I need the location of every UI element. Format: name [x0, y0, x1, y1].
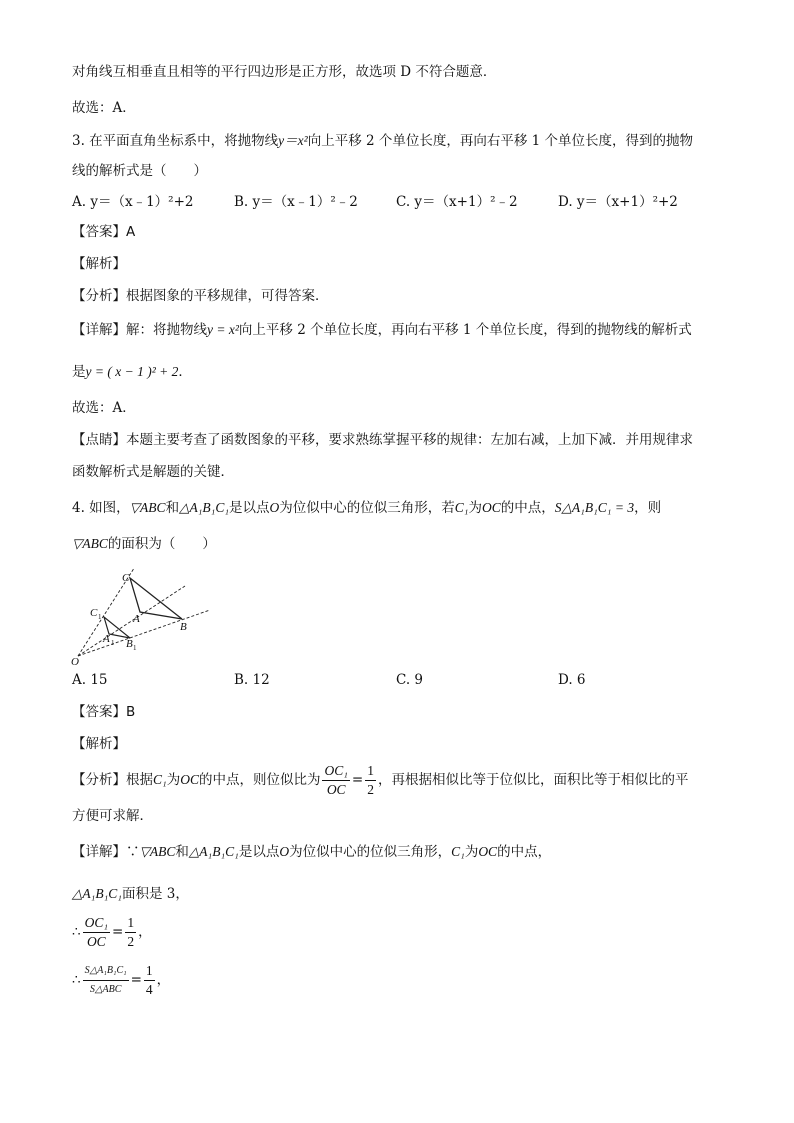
fraction-quarter: $\frac{1}{4}$: [145, 963, 153, 997]
fraction-half: $\frac{1}{2}$: [367, 763, 374, 797]
label-a1: A: [103, 633, 110, 645]
option-c: C. y＝（x+1）²﹣2: [396, 194, 518, 210]
comment-text-cont: 函数解析式是解题的关键．: [72, 464, 234, 480]
math-parabola: y = x²: [207, 322, 239, 337]
analysis-text: 【分析】根据图象的平移规律，可得答案．: [72, 288, 329, 304]
analysis-text: 【分析】根据C₁为OC的中点，则位似比为 $\frac{\text{OC₁}}{OC}$ = $\frac{1}{2}$ ，再根据相似比等于位似比，面积比等于相似比的平: [72, 763, 689, 797]
label-b: B: [180, 621, 187, 633]
detail-text-cont: 是y = ( x − 1 )² + 2．: [72, 364, 192, 380]
option-b: B. y＝（x﹣1）²﹣2: [234, 194, 358, 210]
question-3-options: [72, 192, 732, 212]
text-line: 故选：A．: [72, 100, 136, 116]
option-d: D. 6: [558, 672, 586, 688]
equation-line: ∴ $\frac{\text{S△A₁B₁C₁}}{\text{S△ABC}}$ = $\frac{1}{4}$ ，: [72, 963, 171, 997]
option-a: A. y＝（x﹣1）²+2: [72, 194, 194, 210]
label-c1-sub: 1: [98, 613, 102, 621]
option-c: C. 9: [396, 672, 424, 688]
option-a: A. 15: [72, 672, 108, 688]
label-a1-sub: 1: [111, 639, 115, 647]
equation-line: ∴ $\frac{\text{OC₁}}{OC}$ = $\frac{1}{2}$ ，: [72, 915, 152, 949]
label-a: A: [133, 613, 140, 625]
geometry-figure: [70, 568, 220, 668]
label-b1-sub: 1: [133, 644, 137, 652]
question-4-stem-cont: ▽ABC的面积为（ ）: [72, 536, 216, 552]
answer-label: 【答案】B: [72, 704, 136, 720]
analysis-text-cont: 方便可求解．: [72, 808, 153, 824]
text-line: 故选：A．: [72, 400, 136, 416]
detail-text: 【详解】解：将抛物线y = x²向上平移 2 个单位长度，再向右平移 1 个单位长度，得到的抛物线的解析式: [72, 322, 692, 338]
label-c: C: [122, 572, 130, 584]
option-d: D. y＝（x+1）²+2: [558, 194, 678, 210]
question-3-stem-cont: 线的解析式是（ ）: [72, 163, 207, 179]
fraction-oc1-oc: $\frac{\text{OC₁}}{OC}$: [324, 763, 348, 797]
math-parabola: y＝x²: [278, 133, 308, 148]
comment-text: 【点睛】本题主要考查了函数图象的平移，要求熟练掌握平移的规律：左加右减，上加下减．并用规律求: [72, 432, 693, 448]
detail-text-area: △A₁B₁C₁面积是 3，: [72, 886, 189, 902]
fraction-oc1-oc: $\frac{\text{OC₁}}{OC}$: [84, 915, 109, 949]
answer-label: 【答案】A: [72, 224, 136, 240]
option-b: B. 12: [234, 672, 270, 688]
analysis-label: 【解析】: [72, 736, 126, 752]
question-4-options: [72, 670, 732, 690]
label-c1: C: [90, 607, 98, 619]
question-3-stem: 3. 在平面直角坐标系中，将抛物线y＝x²向上平移 2 个单位长度，再向右平移 1 个单位长度，得到的抛物: [72, 133, 694, 149]
detail-text: 【详解】∵▽ABC和△A₁B₁C₁是以点O为位似中心的位似三角形，C₁为OC的中点，: [72, 844, 552, 860]
text-line: 对角线互相垂直且相等的平行四边形是正方形，故选项 D 不符合题意．: [72, 64, 497, 80]
fraction-half: $\frac{1}{2}$: [127, 915, 135, 949]
fraction-area-ratio: $\frac{\text{S△A₁B₁C₁}}{\text{S△ABC}}$: [83, 962, 129, 999]
label-b1: B: [126, 638, 133, 650]
math-result: y = ( x − 1 )² + 2: [85, 364, 179, 379]
question-4-stem: 4. 如图，▽ABC和△A₁B₁C₁是以点O为位似中心的位似三角形，若C₁为OC的中点，S△A₁B₁C₁ = 3，则: [72, 500, 662, 516]
analysis-label: 【解析】: [72, 256, 126, 272]
label-o: O: [71, 656, 79, 668]
